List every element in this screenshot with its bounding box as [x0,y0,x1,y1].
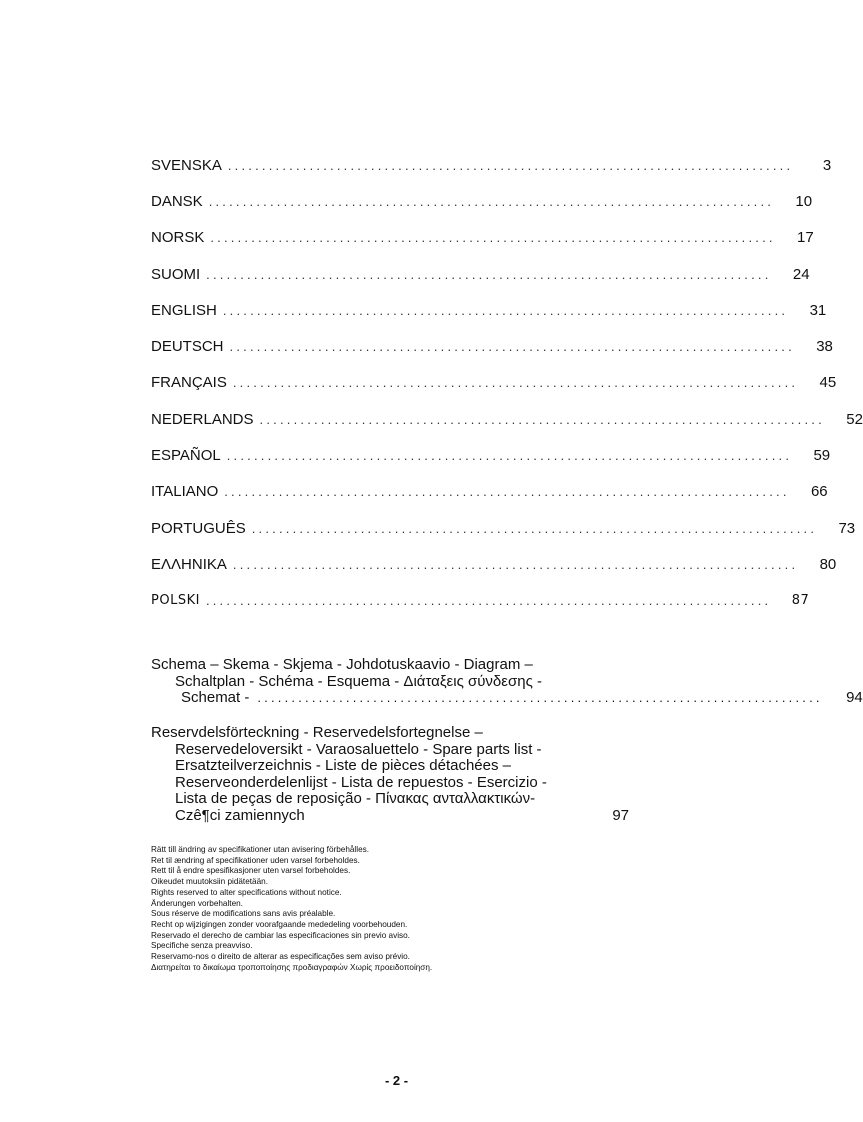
toc-label: PORTUGUÊS [151,519,246,537]
toc-leader: ................................................................................... [257,690,823,705]
notice-line: Ret til ændring af specifikationer uden varsel forbeholdes. [151,855,360,865]
toc-entry-italiano[interactable] [151,474,828,510]
page-number-footer: - 2 - [384,1073,409,1088]
toc-page-number: 59 [813,447,831,465]
toc-label: ITALIANO [151,483,219,501]
toc-page-number: 31 [809,301,827,319]
toc-entry-ellinika[interactable] [151,546,837,582]
toc-label: NORSK [151,229,205,247]
schema-line: Schaltplan - Schéma - Esquema - Διάταξεις σύνδεσης - [175,672,542,690]
toc-leader: ................................................................................... [224,484,790,500]
toc-entry-polski[interactable] [151,583,810,619]
toc-label: SVENSKA [151,156,222,174]
notice-line: Rett til å endre spesifikasjoner uten varsel forbeholdes. [151,866,351,876]
toc-label: ESPAÑOL [151,447,221,465]
notice-line: Specifiche senza preavviso. [151,941,253,951]
toc-label: POLSKI [151,593,200,609]
toc-leader: ................................................................................... [227,157,794,173]
toc-entry-norsk[interactable] [151,220,814,256]
toc-leader: ................................................................................... [226,448,793,464]
toc-leader: ................................................................................... [232,556,799,572]
notice-line: Recht op wijzigingen zonder voorafgaande mededeling voorbehouden. [151,919,408,929]
toc-leader: ................................................................................... [229,339,795,355]
toc-entry-spare-parts[interactable] [151,725,629,824]
notice-line: Sous réserve de modifications sans avis préalable. [151,909,336,919]
toc-page-number: 80 [819,555,837,573]
toc-entry-schema[interactable] [151,656,863,707]
toc-leader: ................................................................................... [210,230,776,246]
toc-leader: ................................................................................... [251,520,818,536]
notice-line: Oikeudet muutoksiin pidätetään. [151,877,268,887]
toc-entry-svenska[interactable] [151,147,832,183]
toc-label: DANSK [151,192,203,210]
toc-page-number: 94 [846,689,863,706]
specification-notices [151,845,432,973]
toc-entry-english[interactable] [151,292,827,328]
toc-entry-suomi[interactable] [151,256,810,292]
toc-page-number: 17 [797,229,814,247]
toc-leader: ................................................................................... [208,193,775,209]
schema-last-line [151,689,863,707]
notice-line: Reservado el derecho de cambiar las especificaciones sin previo aviso. [151,930,410,940]
toc-entry-deutsch[interactable] [151,328,833,364]
toc-entry-francais[interactable] [151,365,837,401]
notice-line: Rätt till ändring av specifikationer utan avisering förbehålles. [151,845,369,854]
toc-label: SUOMI [151,265,201,283]
toc-label: NEDERLANDS [151,410,254,428]
toc-page-number: 24 [792,265,810,283]
toc-leader: ................................................................................... [232,375,799,391]
notice-line: Reservamo-nos o direito de alterar as especificações sem aviso prévio. [151,952,410,962]
parts-line: Ersatzteilverzeichnis - Liste de pièces détachées – [175,757,512,774]
parts-line: Lista de peças de reposição - Πίνακας ανταλλακτικών- [175,790,536,807]
toc-page-number: 52 [846,410,863,428]
toc-page-number: 73 [838,519,856,537]
toc-entry-espanol[interactable] [151,437,831,473]
toc-leader: ................................................................................... [259,411,825,427]
toc-page-number: 10 [795,192,813,210]
toc-label: ΕΛΛΗΝΙΚΑ [151,555,227,573]
parts-line: Reservdelsförteckning - Reservedelsfortegnelse – [151,724,483,741]
toc-label: DEUTSCH [151,338,224,356]
parts-line: Reserveonderdelenlijst - Lista de repuestos - Esercizio - [175,773,547,791]
toc-page-number: 97 [612,806,629,824]
table-of-contents [151,147,863,619]
schema-line: Schemat - [181,689,250,706]
notice-line: Rights reserved to alter specifications without notice. [151,887,342,897]
toc-page-number: 3 [822,156,832,174]
parts-line: Reservedeloversikt - Varaosaluettelo - Spare parts list - [175,740,542,758]
toc-page-number: 87 [791,593,810,609]
notice-line: Änderungen vorbehalten. [151,898,243,908]
toc-label: FRANÇAIS [151,374,227,392]
toc-entry-nederlands[interactable] [151,401,863,437]
schema-line: Schema – Skema - Skjema - Johdotuskaavio - Diagram – [151,656,533,673]
toc-label: ENGLISH [151,301,217,319]
toc-page-number: 45 [819,374,837,392]
toc-leader: ................................................................................... [206,266,772,282]
toc-leader: ................................................................................... [205,593,772,609]
toc-entry-portugues[interactable] [151,510,856,546]
toc-leader: ................................................................................... [222,302,789,318]
notice-line: Διατηρείται το δικαίωμα τροποποίησης προδιαγραφών Χωρίς προειδοποίηση. [151,962,433,972]
toc-page-number: 38 [816,338,833,356]
toc-page-number: 66 [810,483,828,501]
parts-last-line [151,808,629,825]
parts-line: Czê¶ci zamiennych [175,806,305,824]
toc-entry-dansk[interactable] [151,183,813,219]
